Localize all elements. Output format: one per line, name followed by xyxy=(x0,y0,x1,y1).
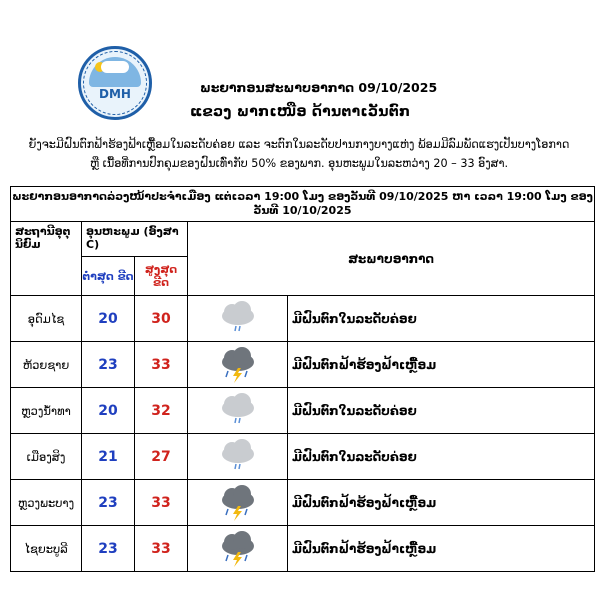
thunderstorm-icon xyxy=(218,346,258,384)
station-name: ຫຼວງນ້ຳທາ xyxy=(11,388,82,434)
min-temperature: 20 xyxy=(82,296,135,342)
logo-text: DMH xyxy=(99,87,131,101)
weather-condition: ມີຝົນຕົກຟ້າຮ້ອງຟ້າເຫຼື້ອມ xyxy=(288,526,595,572)
max-temperature: 33 xyxy=(135,342,188,388)
table-row xyxy=(11,388,595,434)
table-row xyxy=(11,434,595,480)
min-temperature: 20 xyxy=(82,388,135,434)
forecast-period-header: ພະຍາກອນອາກາດລ່ວງໜ້າປະຈຳເມືອງ ແຕ່ເວລາ 19:00 ໂມງ ຂອງວັນທີ 09/10/2025 ຫາ ເວລາ 19:00 ໂມງ ຂອງວັນທີ 10/10/2025 xyxy=(11,187,595,222)
weather-condition: ມີຝົນຕົກຟ້າຮ້ອງຟ້າເຫຼື້ອມ xyxy=(288,342,595,388)
max-temperature: 32 xyxy=(135,388,188,434)
station-name: ຫ້ວຍຊາຍ xyxy=(11,342,82,388)
weather-icon-cell xyxy=(188,480,288,526)
min-temperature: 23 xyxy=(82,342,135,388)
station-name: ຫຼວງພະບາງ xyxy=(11,480,82,526)
thunderstorm-icon xyxy=(218,530,258,568)
min-temperature: 21 xyxy=(82,434,135,480)
table-row xyxy=(11,526,595,572)
rain-cloud-icon xyxy=(218,438,258,476)
weather-icon-cell xyxy=(188,388,288,434)
min-temperature: 23 xyxy=(82,526,135,572)
table-row xyxy=(11,296,595,342)
max-temperature: 30 xyxy=(135,296,188,342)
table-row xyxy=(11,480,595,526)
station-name: ເມືອງສິງ xyxy=(11,434,82,480)
table-row xyxy=(11,342,595,388)
station-name: ໄຊຍະບູລີ xyxy=(11,526,82,572)
dmh-logo xyxy=(78,46,152,120)
min-temp-column-header: ຕ່ຳສຸດ ຂີດ xyxy=(82,257,135,296)
station-name: ອຸດົມໄຊ xyxy=(11,296,82,342)
condition-column-header: ສະພາບອາກາດ xyxy=(188,222,595,296)
region-title: ແຂວງ ພາກເໜືອ ດ້ານຕາເວັນຕົກ xyxy=(190,104,411,120)
weather-condition: ມີຝົນຕົກໃນລະດັບຄ່ອຍ xyxy=(288,434,595,480)
station-column-header: ສະຖານີອຸຕຸນິຍົມ xyxy=(11,222,82,296)
rain-cloud-icon xyxy=(218,300,258,338)
max-temp-column-header: ສູງສຸດ ຂີດ xyxy=(135,257,188,296)
cloud-icon xyxy=(101,61,129,73)
max-temperature: 27 xyxy=(135,434,188,480)
weather-condition: ມີຝົນຕົກໃນລະດັບຄ່ອຍ xyxy=(288,388,595,434)
forecast-description-line-2: ຫຼື ເນື້ອທີ່ການປົກຄຸມຂອງຝົນເທົ່າກັບ 50% ຂອງພາກ. ອຸນຫະພູມໃນລະຫວ່າງ 20 – 33 ອົງສາ. xyxy=(89,157,509,170)
weather-condition: ມີຝົນຕົກໃນລະດັບຄ່ອຍ xyxy=(288,296,595,342)
temperature-column-header: ອຸນຫະພູມ (ອົງສາ C) xyxy=(82,222,188,257)
weather-icon-cell xyxy=(188,296,288,342)
weather-icon-cell xyxy=(188,526,288,572)
rain-cloud-icon xyxy=(218,392,258,430)
max-temperature: 33 xyxy=(135,480,188,526)
weather-icon-cell xyxy=(188,434,288,480)
forecast-description-line-1: ຍັງຈະມີຝົນຕົກຟ້າຮ້ອງຟ້າເຫຼື້ອມໃນລະດັບຄ່ອຍ ແລະ ຈະຕົກໃນລະດັບປານກາງບາງແຫ່ງ ພ້ອມມີລົມພັດແຮງເປັນບາງໂອກາດ xyxy=(28,138,570,151)
thunderstorm-icon xyxy=(218,484,258,522)
weather-icon-cell xyxy=(188,342,288,388)
forecast-date-title: ພະຍາກອນສະພາບອາກາດ 09/10/2025 xyxy=(200,80,438,95)
weather-condition: ມີຝົນຕົກຟ້າຮ້ອງຟ້າເຫຼື້ອມ xyxy=(288,480,595,526)
max-temperature: 33 xyxy=(135,526,188,572)
forecast-table xyxy=(10,186,595,572)
min-temperature: 23 xyxy=(82,480,135,526)
